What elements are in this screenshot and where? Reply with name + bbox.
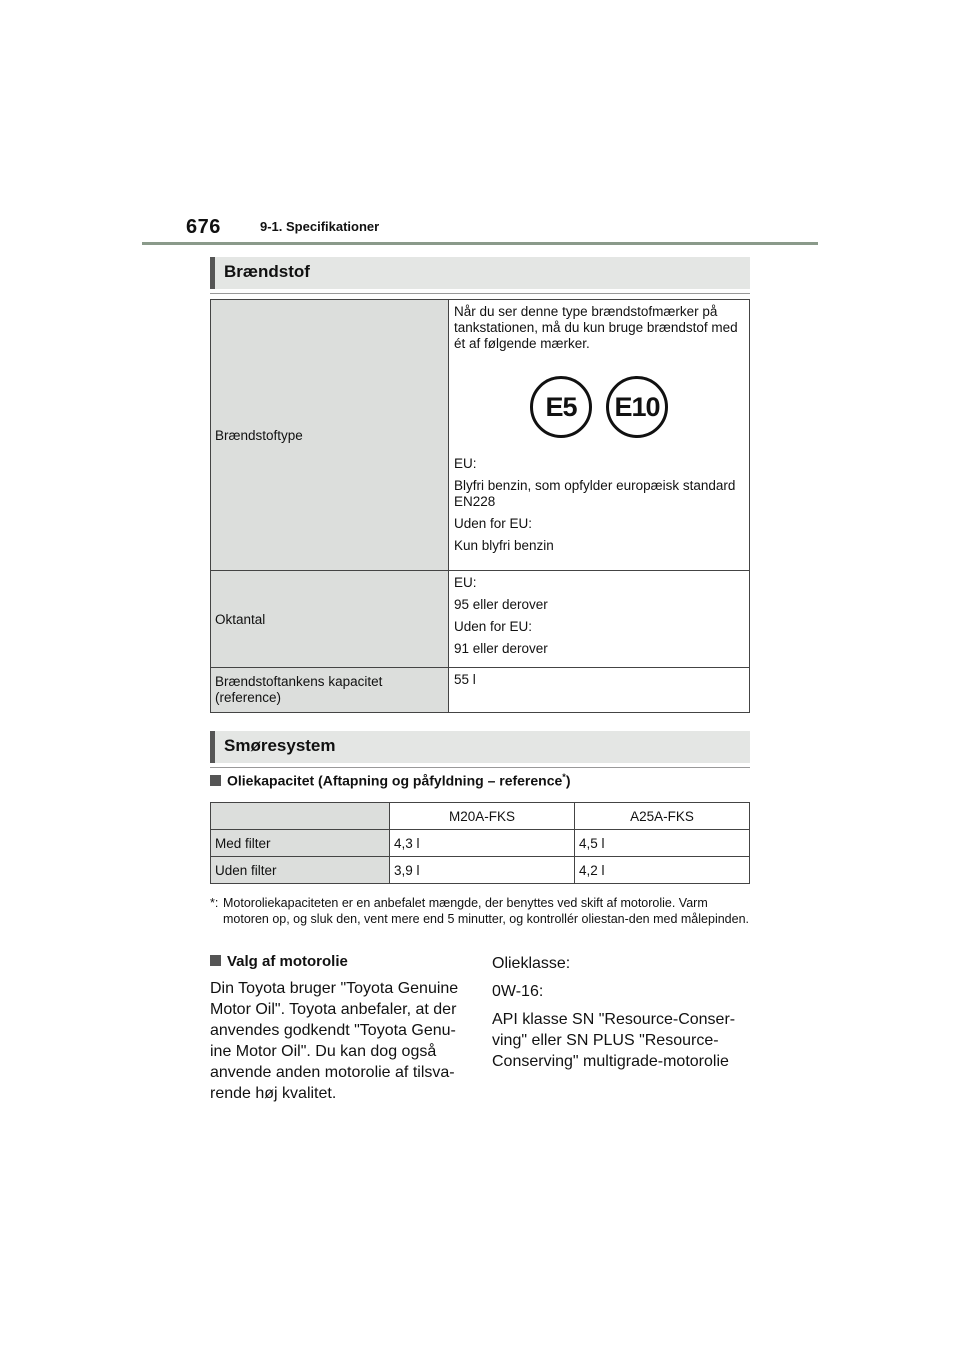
oil-choice-heading: [210, 953, 348, 970]
oil-choice-title: Valg af motorolie: [227, 953, 348, 970]
header-rule: [142, 242, 818, 245]
fuel-section-heading: Brændstof: [210, 257, 750, 289]
col-m20a: M20A-FKS: [390, 803, 575, 830]
oil-capacity-table: [210, 802, 750, 884]
footnote-marker: *:: [210, 896, 219, 910]
fuel-table: [210, 299, 750, 713]
fuel-type-eu-label: EU:: [454, 456, 477, 471]
oil-capacity-title: Oliekapacitet (Aftapning og påfyldning – reference: [227, 772, 563, 789]
fuel-type-intro: Når du ser denne type brændstofmærker på tankstationen, må du kun bruge brændstof med ét af følgende mærker.: [454, 304, 738, 351]
cell-m20a: 3,9 l: [390, 857, 575, 884]
fuel-type-noneu-label: Uden for EU:: [454, 516, 533, 531]
cell-a25a: 4,5 l: [575, 830, 750, 857]
capacity-value: 55 l: [449, 668, 750, 713]
cell-a25a: 4,2 l: [575, 857, 750, 884]
oil-capacity-title-close: ): [565, 772, 571, 789]
e5-badge-icon: E5: [530, 376, 592, 438]
row-label: Med filter: [211, 830, 390, 857]
section-reference: 9-1. Specifikationer: [260, 219, 380, 234]
octane-value: [449, 571, 750, 668]
table-header-empty: [211, 803, 390, 830]
footnote-text: Motoroliekapaciteten er en anbefalet mængde, der benyttes ved skift af motorolie. Varm motoren op, og sluk den, vent mere end 5 minutter, og kontrollér oliestan-den med målepinden.: [223, 896, 750, 926]
fuel-type-eu-value: Blyfri benzin, som opfylder europæisk standard EN228: [454, 478, 736, 509]
footnote-mark: *: [562, 772, 566, 782]
page-number: 676: [186, 216, 221, 238]
capacity-row: [211, 668, 750, 713]
lube-section-heading: Smøresystem: [210, 731, 750, 763]
fuel-badges: [454, 376, 744, 438]
octane-noneu-label: Uden for EU:: [454, 619, 533, 634]
oil-capacity-heading: [210, 772, 570, 789]
capacity-label: Brændstoftankens kapacitet (reference): [211, 668, 449, 713]
e10-badge-icon: E10: [606, 376, 668, 438]
table-row: [211, 857, 750, 884]
oil-class-value: API klasse SN "Resource-Conser-ving" eller SN PLUS "Resource-Conserving" multigrade-motorolie: [492, 1011, 736, 1070]
oil-choice-paragraph: [210, 978, 468, 1111]
oil-class-label: Olieklasse:: [492, 955, 571, 972]
square-bullet-icon: [210, 955, 221, 966]
fuel-type-noneu-value: Kun blyfri benzin: [454, 538, 554, 553]
fuel-type-label: Brændstoftype: [211, 300, 449, 571]
table-row: [211, 830, 750, 857]
octane-noneu-value: 91 eller derover: [454, 641, 548, 656]
oil-class-viscosity: 0W-16:: [492, 983, 544, 1000]
cell-m20a: 4,3 l: [390, 830, 575, 857]
col-a25a: A25A-FKS: [575, 803, 750, 830]
octane-eu-value: 95 eller derover: [454, 597, 548, 612]
octane-label: Oktantal: [211, 571, 449, 668]
oil-choice-text: Din Toyota bruger "Toyota Genuine Motor Oil". Toyota anbefaler, at der anvendes godkendt "Toyota Genu-ine Motor Oil". Du kan dog også anvende anden motorolie af tilsva-rende høj kvalitet.: [210, 980, 459, 1102]
fuel-type-value: [449, 300, 750, 571]
fuel-type-row: [211, 300, 750, 571]
row-label: Uden filter: [211, 857, 390, 884]
table-header-row: [211, 803, 750, 830]
octane-row: [211, 571, 750, 668]
oil-class-column: [492, 953, 750, 1079]
octane-eu-label: EU:: [454, 575, 477, 590]
square-bullet-icon: [210, 775, 221, 786]
